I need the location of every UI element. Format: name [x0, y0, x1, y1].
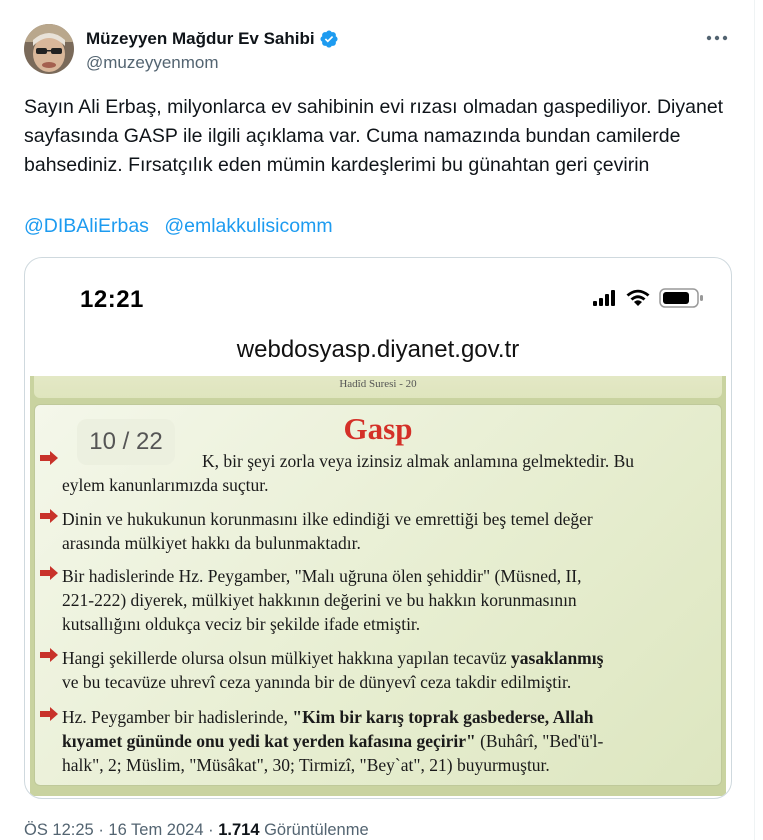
display-name[interactable]: Müzeyyen Mağdur Ev Sahibi [86, 29, 315, 48]
bullet-arrow-icon [40, 648, 58, 662]
phone-status-time: 12:21 [80, 286, 144, 313]
tweet-media-image[interactable] [24, 257, 732, 799]
tweet-text: Sayın Ali Erbaş, milyonlarca ev sahibinin evi rızası olmadan gaspediliyor. Diyanet sayfasında GASP ile ilgili açıklama var. Cuma namazında bundan camilerde bahsediniz. Fırsatçılık eden mümin kardeşlerimi bu günahtan geri çevirin [24, 96, 724, 176]
slide-bullet-2 [40, 507, 720, 555]
slide-bullet-4 [40, 646, 720, 694]
name-row [86, 28, 339, 50]
tweet-header [24, 24, 736, 76]
bullet-3-line-3: kutsallığını oldukça veciz bir şekilde ifade etmiştir. [62, 614, 421, 634]
views-label: Görüntülenme [264, 821, 369, 839]
cellular-signal-icon [593, 290, 617, 306]
meta-separator: · [208, 821, 219, 839]
tweet-date[interactable]: 16 Tem 2024 [108, 821, 204, 839]
bullet-5-line-1: Hz. Peygamber bir hadislerinde, [62, 707, 293, 727]
slide-bullet-3 [40, 564, 720, 636]
bullet-4-line-2: ve bu tecavüze uhrevî ceza yanında bir de dünyevî ceza takdir edilmiştir. [62, 672, 572, 692]
slide-bullet-1 [40, 449, 720, 497]
mention-link-emlakkulisicomm[interactable]: @emlakkulisicomm [164, 215, 333, 237]
bullet-2-line-1: Dinin ve hukukunun korunmasını ilke edindiği ve emrettiği beş temel değer [62, 509, 593, 529]
verified-badge-icon[interactable] [319, 29, 339, 49]
bullet-3-line-2: 221-222) diyerek, mülkiyet hakkının değerini ve bu hakkın korunmasının [62, 590, 577, 610]
bullet-arrow-icon [40, 566, 58, 580]
bullet-5-line-1-bold: "Kim bir karış toprak gasbederse, Allah [292, 707, 594, 727]
browser-url-bar: webdosyasp.diyanet.gov.tr [236, 336, 520, 363]
bullet-arrow-icon [40, 509, 58, 523]
phone-status-icons [593, 288, 705, 308]
mention-link-dibalierbas[interactable]: @DIBAliErbas [24, 215, 149, 237]
meta-separator: · [98, 821, 109, 839]
column-border [754, 0, 755, 840]
battery-icon [659, 288, 705, 308]
bullet-1-line-2: eylem kanunlarımızda suçtur. [62, 475, 269, 495]
bullet-1-line-1: K, bir şeyi zorla veya izinsiz almak anlamına gelmektedir. Bu [202, 451, 635, 471]
presentation-slide [30, 376, 726, 796]
bullet-2-line-2: arasında mülkiyet hakkı da bulunmaktadır. [62, 533, 361, 553]
previous-slide-strip [34, 376, 722, 398]
tweet-meta [24, 821, 369, 840]
slide-header-text: Hadîd Suresi - 20 [339, 378, 417, 390]
views-count: 1.714 [218, 821, 260, 839]
more-options-icon[interactable] [704, 28, 730, 48]
slide-bullet-5 [40, 705, 720, 777]
slide-title: Gasp [343, 411, 413, 446]
bullet-5-line-2-bold: kıyamet gününde onu yedi kat yerden kafasına geçirir" [62, 731, 476, 751]
bullet-4-line-1-bold: yasaklanmış [511, 648, 604, 668]
tweet-time[interactable]: ÖS 12:25 [24, 821, 94, 839]
bullet-5-line-2: (Buhârî, "Bed'ü'l- [475, 731, 604, 751]
wifi-icon [625, 289, 651, 307]
slide-body [34, 404, 722, 786]
bullet-3-line-1: Bir hadislerinde Hz. Peygamber, "Malı uğruna ölen şehiddir" (Müsned, II, [62, 566, 582, 586]
avatar[interactable] [24, 24, 74, 74]
bullet-arrow-icon [40, 451, 58, 465]
slide-counter-badge: 10 / 22 [77, 419, 175, 465]
bullet-5-line-3: halk", 2; Müslim, "Müsâkat", 30; Tirmizî, "Bey`at", 21) buyurmuştur. [62, 755, 550, 775]
tweet-mentions [24, 212, 343, 241]
bullet-arrow-icon [40, 707, 58, 721]
bullet-4-line-1: Hangi şekillerde olursa olsun mülkiyet hakkına yapılan tecavüz [62, 648, 512, 668]
author-handle[interactable]: @muzeyyenmom [86, 53, 219, 72]
